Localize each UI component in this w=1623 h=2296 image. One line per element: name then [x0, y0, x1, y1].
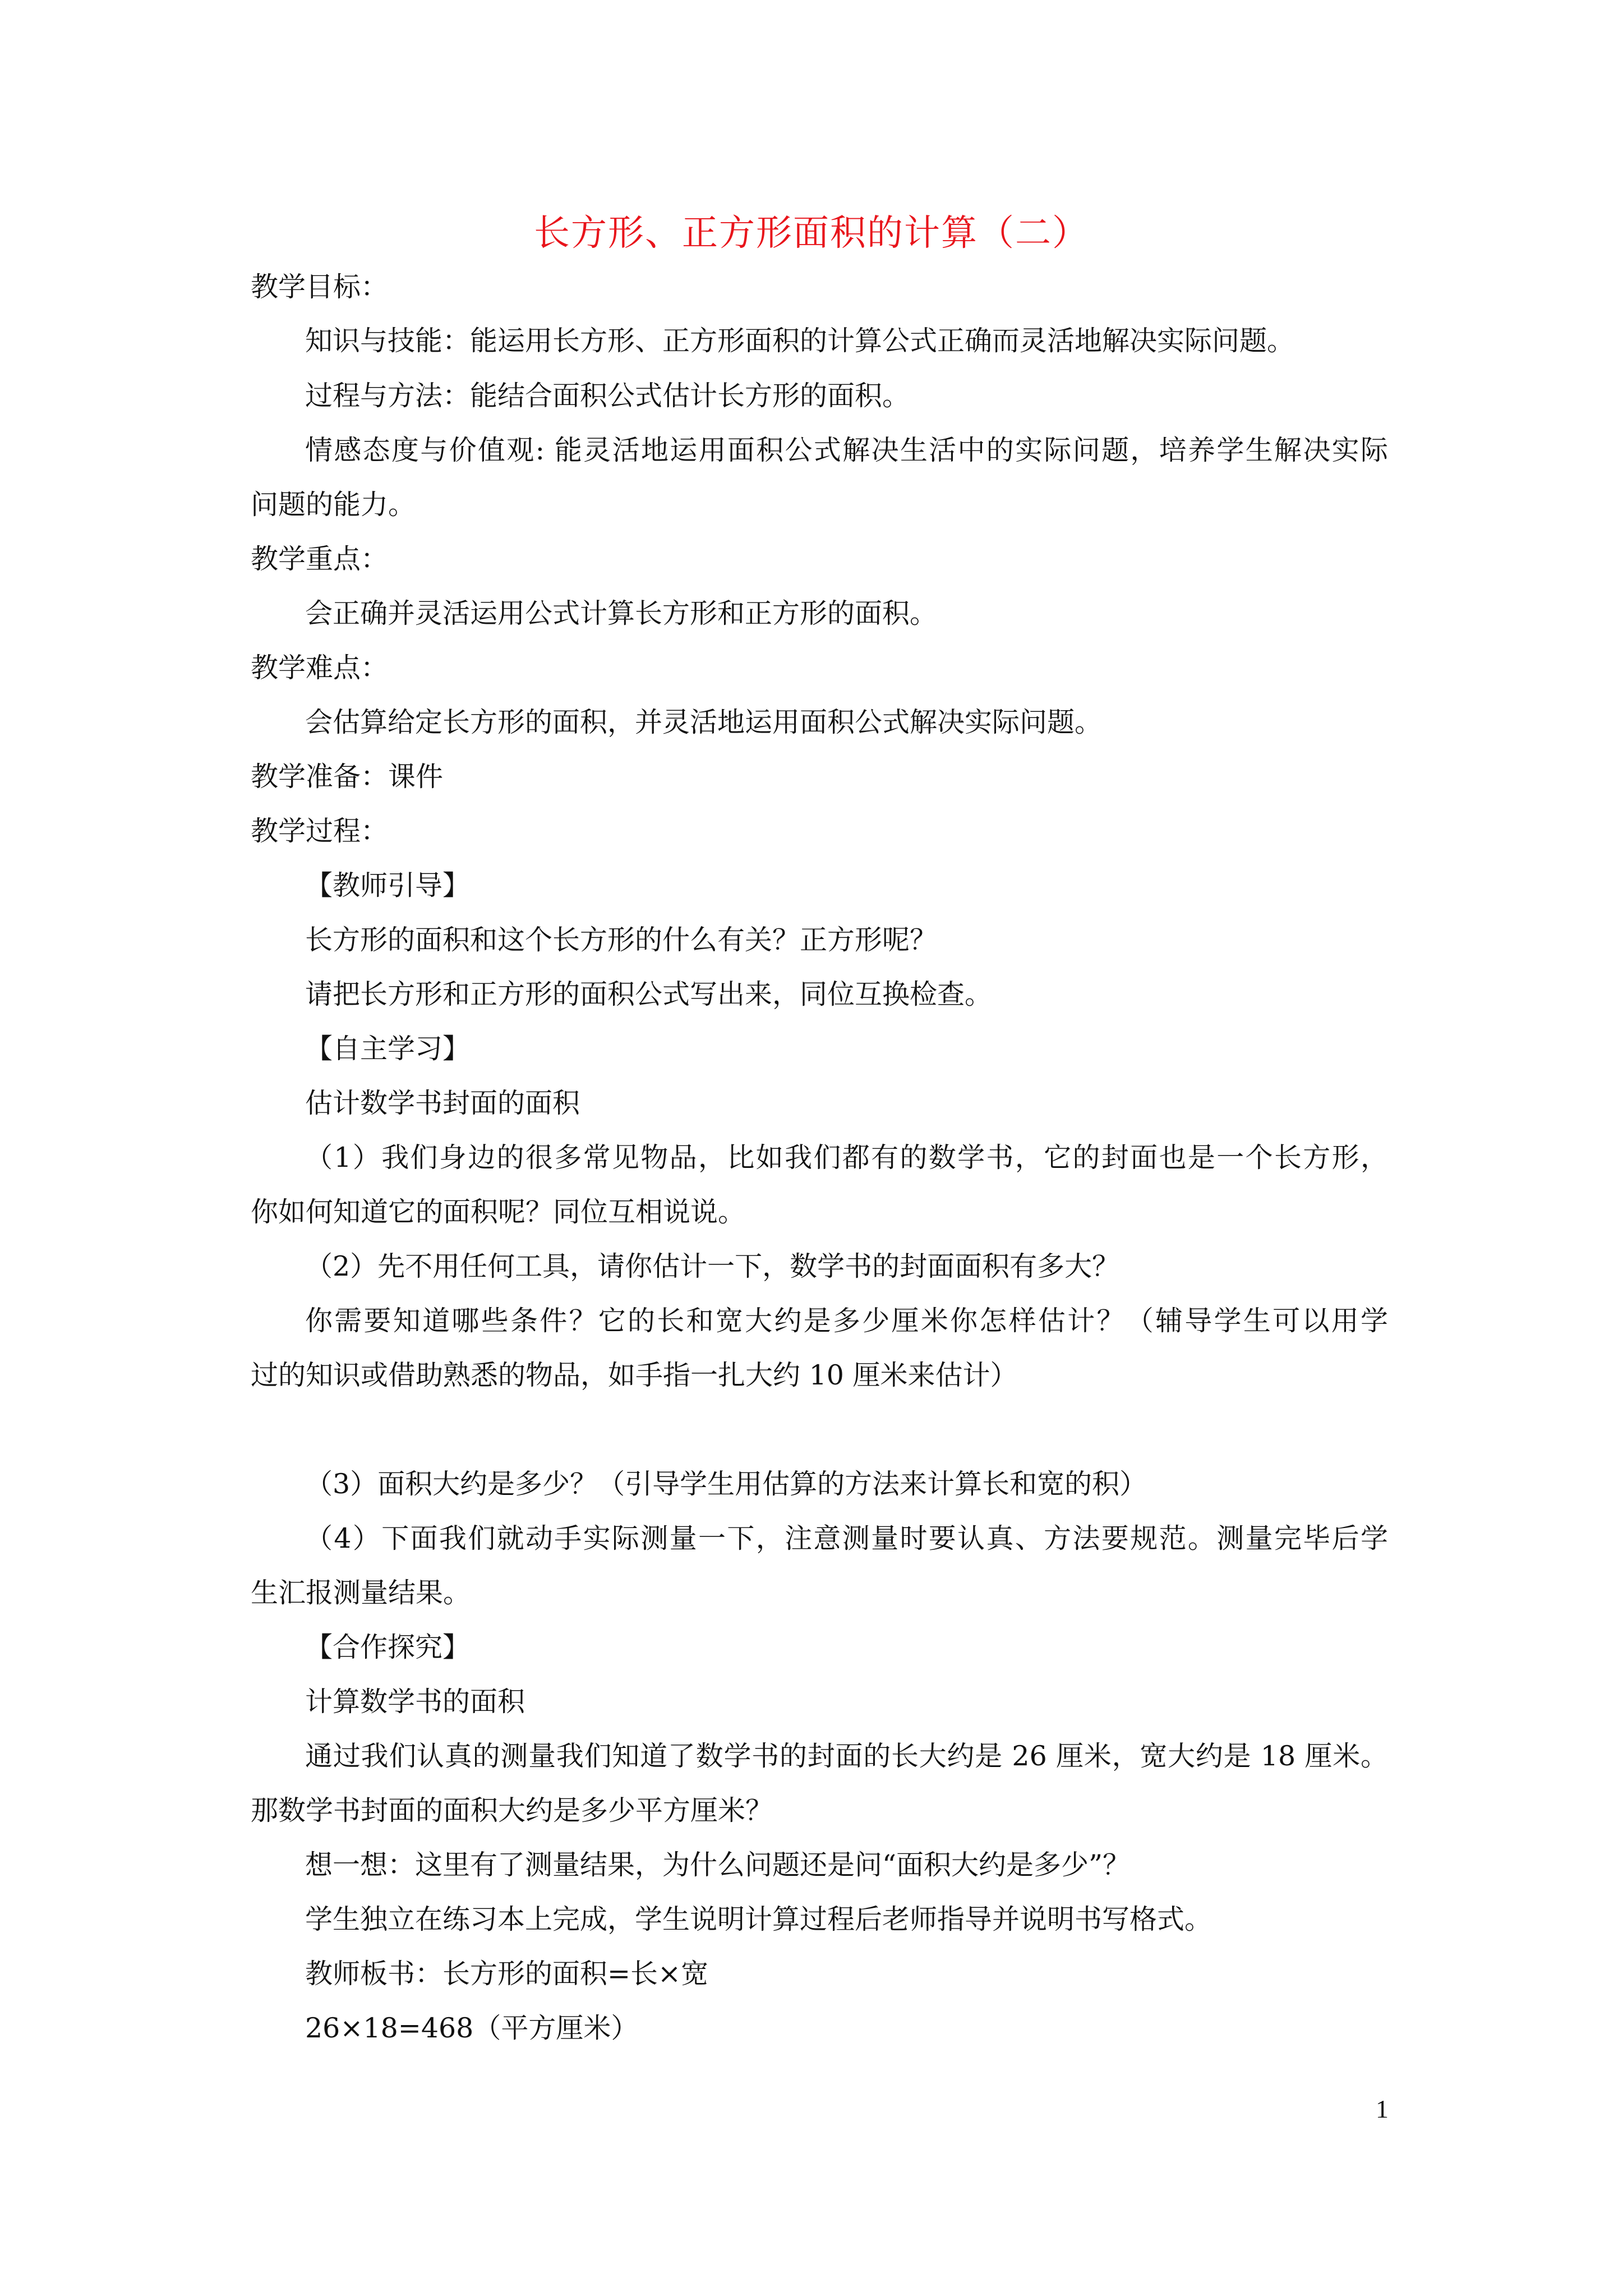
measurement-line1: 通过我们认真的测量我们知道了数学书的封面的长大约是 26 厘米，宽大约是 18 厘米。	[305, 1740, 1388, 1772]
think-question: 想一想：这里有了测量结果，为什么问题还是问“面积大约是多少”？	[305, 1849, 1131, 1881]
blackboard-formula: 教师板书：长方形的面积=长×宽	[305, 1958, 709, 1990]
calculation-result: 26×18=468（平方厘米）	[305, 2012, 639, 2044]
cooperative-topic: 计算数学书的面积	[305, 1686, 525, 1718]
heading-key-points: 教学重点：	[251, 543, 389, 575]
objective-knowledge: 知识与技能：能运用长方形、正方形面积的计算公式正确而灵活地解决实际问题。	[305, 325, 1295, 357]
objective-attitude-line2: 问题的能力。	[251, 489, 416, 521]
heading-process: 教学过程：	[251, 815, 389, 847]
guide-instruction: 请把长方形和正方形的面积公式写出来，同位互换检查。	[305, 978, 993, 1010]
document-title: 长方形、正方形面积的计算（二）	[534, 213, 1089, 254]
step-2-detail-line1: 你需要知道哪些条件？它的长和宽大约是多少厘米你怎样估计？（辅导学生可以用学	[305, 1305, 1388, 1337]
step-2-detail-line2: 过的知识或借助熟悉的物品，如手指一扎大约 10 厘米来估计）	[251, 1359, 1018, 1391]
section-teacher-guide: 【教师引导】	[305, 869, 471, 901]
step-1-line1: （1）我们身边的很多常见物品，比如我们都有的数学书，它的封面也是一个长方形，	[305, 1142, 1388, 1174]
objective-attitude-line1: 情感态度与价值观: 能灵活地运用面积公式解决生活中的实际问题，培养学生解决实际	[305, 434, 1388, 466]
page-number: 1	[1376, 2095, 1389, 2123]
step-1-line2: 你如何知道它的面积呢？同位互相说说。	[251, 1196, 746, 1228]
objective-process: 过程与方法：能结合面积公式估计长方形的面积。	[305, 380, 910, 412]
difficulty-text: 会估算给定长方形的面积，并灵活地运用面积公式解决实际问题。	[305, 706, 1103, 738]
step-4-line2: 生汇报测量结果。	[251, 1577, 471, 1609]
heading-objectives: 教学目标：	[251, 271, 389, 303]
guide-question: 长方形的面积和这个长方形的什么有关？正方形呢？	[305, 924, 938, 956]
heading-difficulties: 教学难点：	[251, 652, 389, 684]
measurement-line2: 那数学书封面的面积大约是多少平方厘米？	[251, 1795, 773, 1826]
independent-work: 学生独立在练习本上完成，学生说明计算过程后老师指导并说明书写格式。	[305, 1903, 1212, 1935]
self-study-topic: 估计数学书封面的面积	[305, 1087, 580, 1119]
step-2: （2）先不用任何工具，请你估计一下，数学书的封面面积有多大？	[305, 1250, 1120, 1282]
step-3: （3）面积大约是多少？（引导学生用估算的方法来计算长和宽的积）	[305, 1468, 1147, 1500]
section-self-study: 【自主学习】	[305, 1033, 471, 1065]
preparation: 教学准备：课件	[251, 761, 444, 793]
section-cooperative: 【合作探究】	[305, 1631, 471, 1663]
key-point-text: 会正确并灵活运用公式计算长方形和正方形的面积。	[305, 597, 938, 629]
step-4-line1: （4）下面我们就动手实际测量一下，注意测量时要认真、方法要规范。测量完毕后学	[305, 1522, 1388, 1554]
